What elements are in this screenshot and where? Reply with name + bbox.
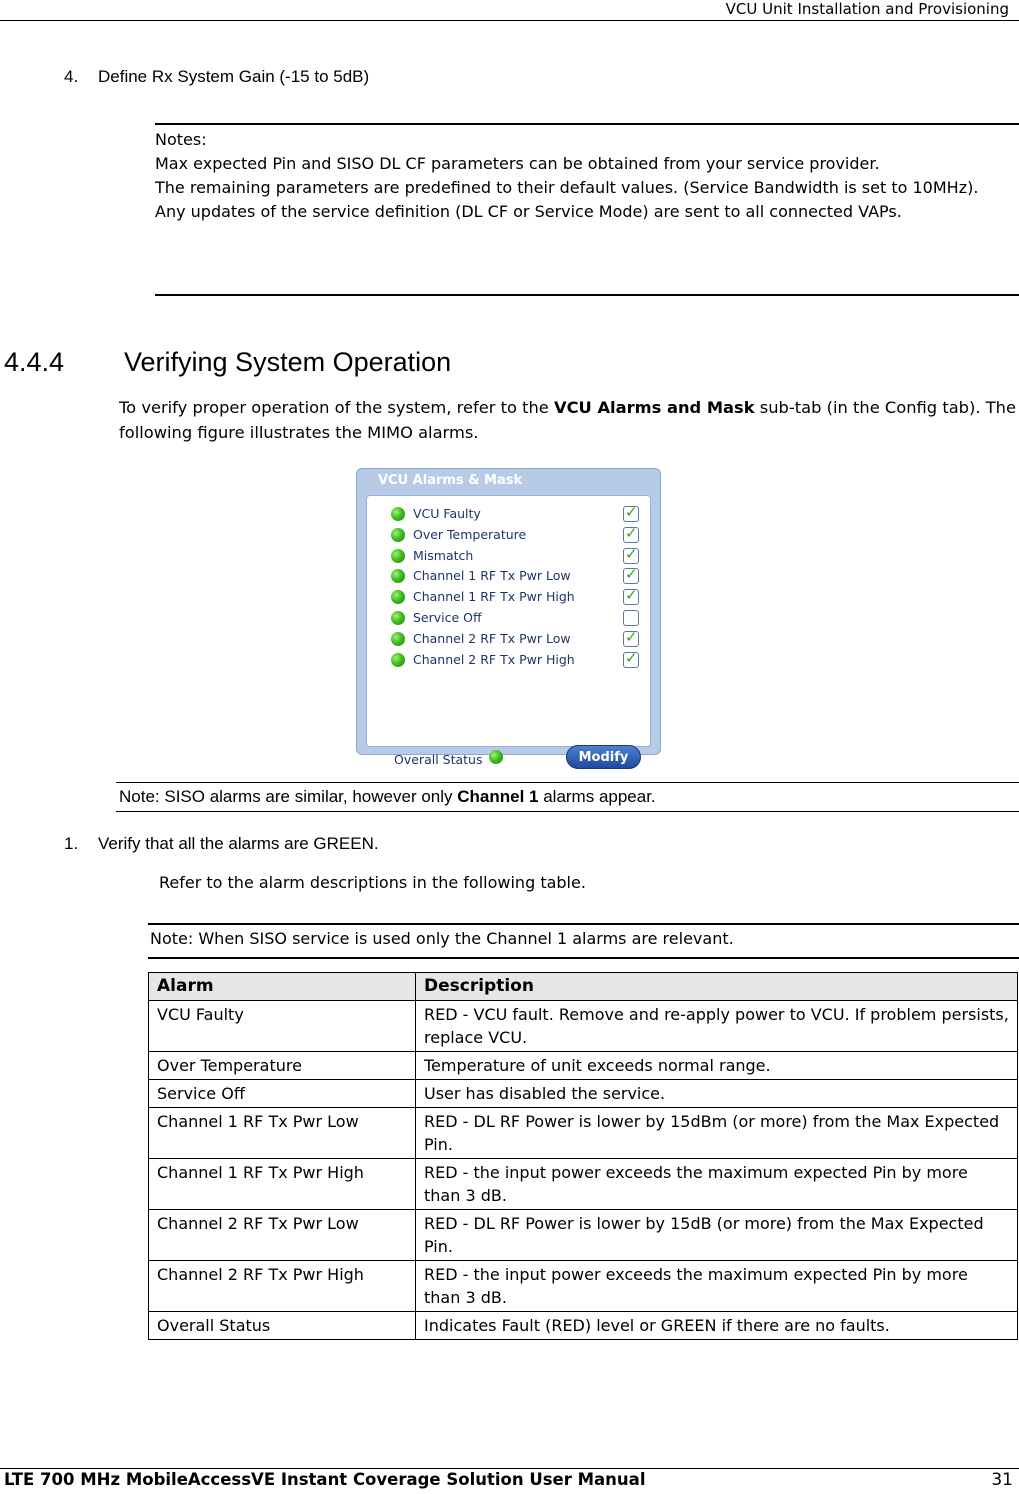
- intro-bold: VCU Alarms and Mask: [554, 398, 755, 417]
- alarm-label: Channel 2 RF Tx Pwr High: [413, 651, 575, 667]
- note2-top-rule: [148, 923, 1019, 925]
- alarm-name-cell: Channel 1 RF Tx Pwr Low: [149, 1108, 416, 1159]
- overall-status-led-icon: [489, 750, 503, 764]
- alarm-label: VCU Faulty: [413, 506, 481, 521]
- table-header-row: [149, 973, 1018, 1001]
- siso-note-bottom-rule: [116, 811, 1019, 812]
- alarm-name-cell: Service Off: [149, 1080, 416, 1108]
- alarm-name-cell: Over Temperature: [149, 1052, 416, 1080]
- status-led-icon: [391, 653, 405, 667]
- alarm-label: Over Temperature: [413, 526, 527, 542]
- refer-text: Refer to the alarm descriptions in the following table.: [159, 873, 586, 892]
- alarm-name-cell: Overall Status: [149, 1312, 416, 1340]
- mask-checkbox[interactable]: [623, 506, 639, 522]
- table-row: [149, 1052, 1018, 1080]
- intro-text: sub-tab (in the Config tab). The following figure illustrates the MIMO alarms.: [119, 398, 1016, 442]
- mask-checkbox[interactable]: [623, 548, 639, 564]
- alarm-row: [391, 629, 651, 649]
- status-led-icon: [391, 632, 405, 646]
- alarm-row: [391, 650, 651, 670]
- table-row: [149, 1001, 1018, 1052]
- table-row: [149, 1261, 1018, 1312]
- status-led-icon: [391, 507, 405, 521]
- intro-text: To verify proper operation of the system, refer to the: [119, 398, 554, 417]
- alarm-name-cell: Channel 2 RF Tx Pwr High: [149, 1261, 416, 1312]
- alarm-description-cell: RED - DL RF Power is lower by 15dBm (or more) from the Max Expected Pin.: [416, 1108, 1018, 1159]
- alarm-table: [148, 972, 1018, 1340]
- table-row: [149, 1312, 1018, 1340]
- footer-title: LTE 700 MHz MobileAccessVE Instant Coverage Solution User Manual: [4, 1470, 646, 1489]
- panel-body: [366, 495, 651, 767]
- alarm-description-cell: RED - the input power exceeds the maximum expected Pin by more than 3 dB.: [416, 1159, 1018, 1210]
- step-number: 4.: [64, 67, 79, 86]
- step-number: 1.: [64, 834, 79, 853]
- alarm-label: Mismatch: [413, 547, 474, 563]
- alarm-row: [391, 587, 651, 607]
- table-row: [149, 1108, 1018, 1159]
- alarm-table-body: [149, 1001, 1018, 1340]
- siso-note-text: Note: SISO alarms are similar, however only: [119, 787, 458, 806]
- section-heading: [4, 347, 451, 378]
- notes-line: Max expected Pin and SISO DL CF parameters can be obtained from your service provider.: [155, 154, 880, 173]
- mask-checkbox[interactable]: [623, 589, 639, 605]
- mask-checkbox[interactable]: [623, 652, 639, 668]
- page-number: 31: [991, 1470, 1013, 1490]
- note2-bottom-rule: [148, 957, 1019, 959]
- header-rule: [0, 20, 1019, 21]
- mask-checkbox[interactable]: [623, 610, 639, 626]
- alarm-description-cell: RED - DL RF Power is lower by 15dB (or more) from the Max Expected Pin.: [416, 1210, 1018, 1261]
- step-text: Verify that all the alarms are GREEN.: [98, 834, 379, 853]
- column-header-description: Description: [416, 973, 1018, 1001]
- footer-rule: [0, 1468, 1019, 1469]
- alarm-row: [391, 525, 651, 545]
- note2: Note: When SISO service is used only the Channel 1 alarms are relevant.: [150, 929, 734, 948]
- step-text: Define Rx System Gain (-15 to 5dB): [98, 67, 370, 86]
- mask-checkbox[interactable]: [623, 568, 639, 584]
- siso-note-bold: Channel 1: [457, 787, 539, 806]
- column-header-alarm: Alarm: [149, 973, 416, 1001]
- notes-top-rule: [155, 123, 1019, 125]
- notes-line: Any updates of the service definition (DL CF or Service Mode) are sent to all connected VAPs.: [155, 202, 902, 221]
- table-row: [149, 1159, 1018, 1210]
- table-row: [149, 1080, 1018, 1108]
- alarm-label: Channel 2 RF Tx Pwr Low: [413, 630, 571, 646]
- siso-note-text: alarms appear.: [538, 787, 656, 806]
- status-led-icon: [391, 528, 405, 542]
- alarm-label: Channel 1 RF Tx Pwr Low: [413, 568, 571, 584]
- step-4: [64, 67, 369, 87]
- alarm-row: [391, 504, 651, 524]
- status-led-icon: [391, 549, 405, 563]
- alarm-label: Service Off: [413, 610, 482, 625]
- alarm-row: [391, 608, 651, 628]
- notes-box: [155, 128, 1016, 224]
- alarm-description-cell: User has disabled the service.: [416, 1080, 1018, 1108]
- notes-bottom-rule: [155, 294, 1019, 296]
- status-led-icon: [391, 590, 405, 604]
- alarm-name-cell: VCU Faulty: [149, 1001, 416, 1052]
- status-led-icon: [391, 611, 405, 625]
- intro-paragraph: [119, 395, 1016, 445]
- alarm-description-cell: RED - the input power exceeds the maximum expected Pin by more than 3 dB.: [416, 1261, 1018, 1312]
- mask-checkbox[interactable]: [623, 527, 639, 543]
- mask-checkbox[interactable]: [623, 631, 639, 647]
- alarm-row: [391, 546, 651, 566]
- alarm-description-cell: RED - VCU fault. Remove and re-apply power to VCU. If problem persists, replace VCU.: [416, 1001, 1018, 1052]
- siso-note-top-rule: [116, 782, 1019, 783]
- alarm-label: Channel 1 RF Tx Pwr High: [413, 589, 575, 605]
- step-1: [64, 834, 379, 854]
- panel-title: VCU Alarms & Mask: [378, 473, 523, 488]
- section-number: 4.4.4: [4, 347, 65, 377]
- running-header: VCU Unit Installation and Provisioning: [725, 0, 1009, 18]
- notes-line: The remaining parameters are predefined to their default values. (Service Bandwidth is set to 10MHz).: [155, 178, 979, 197]
- alarm-description-cell: Indicates Fault (RED) level or GREEN if there are no faults.: [416, 1312, 1018, 1340]
- alarm-description-cell: Temperature of unit exceeds normal range.: [416, 1052, 1018, 1080]
- alarm-name-cell: Channel 1 RF Tx Pwr High: [149, 1159, 416, 1210]
- modify-button[interactable]: Modify: [566, 745, 641, 769]
- table-row: [149, 1210, 1018, 1261]
- alarm-name-cell: Channel 2 RF Tx Pwr Low: [149, 1210, 416, 1261]
- notes-heading: Notes:: [155, 130, 207, 149]
- siso-note: [119, 787, 656, 807]
- vcu-alarms-panel: [356, 468, 661, 767]
- section-title: Verifying System Operation: [124, 347, 452, 377]
- status-led-icon: [391, 569, 405, 583]
- overall-status-label: Overall Status: [394, 752, 483, 767]
- alarm-row: [391, 566, 651, 586]
